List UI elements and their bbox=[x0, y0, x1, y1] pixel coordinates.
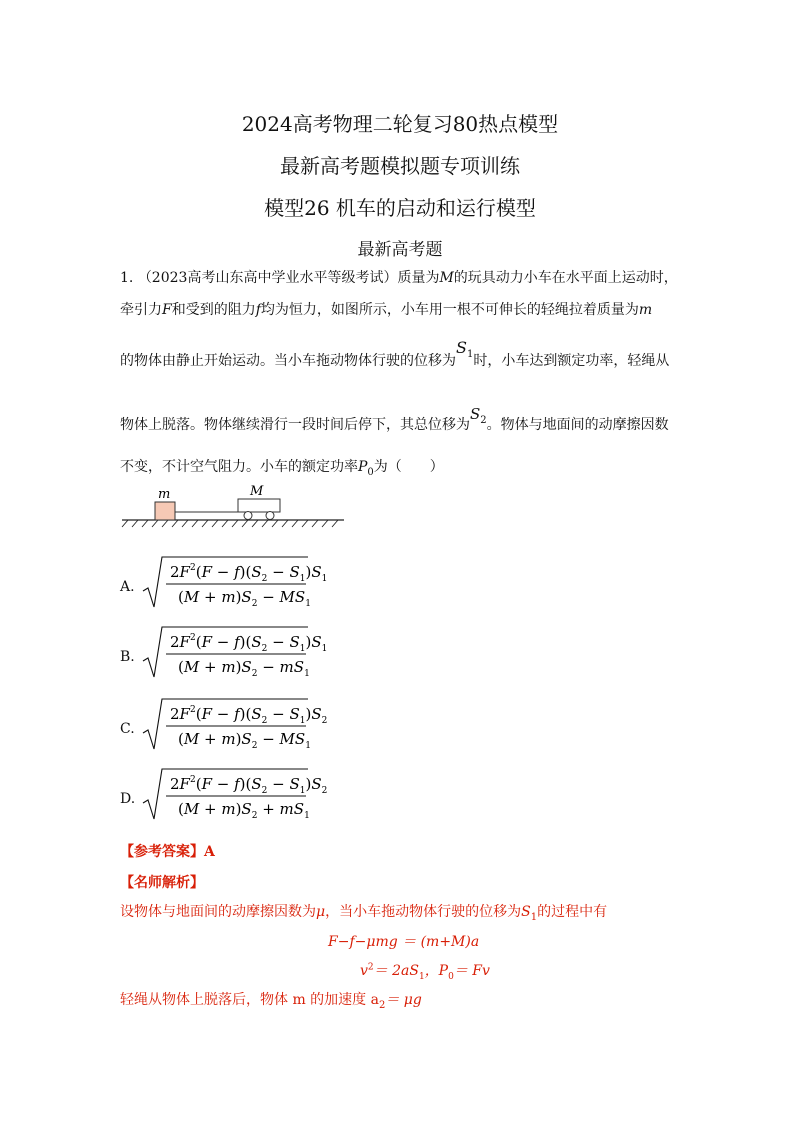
doc-title: 2024高考物理二轮复习80热点模型 bbox=[241, 112, 559, 136]
den-sub: 1 bbox=[305, 741, 311, 751]
text-run: ＝ 2aS bbox=[373, 963, 419, 979]
text-run: 均为恒力，如图所示，小车用一根不可伸长的轻绳拉着质量为 bbox=[260, 302, 639, 318]
num-tail: S bbox=[311, 705, 322, 723]
symbol-m: m bbox=[638, 302, 653, 318]
analysis-line-2 bbox=[120, 990, 690, 1016]
cart-diagram bbox=[118, 480, 348, 530]
num-tail: S bbox=[311, 563, 322, 581]
den-sub: 1 bbox=[304, 811, 310, 821]
section-heading: 最新高考题 bbox=[357, 240, 443, 260]
text-run: 设物体与地面间的动摩擦因数为 bbox=[120, 904, 316, 920]
text-run: v bbox=[360, 963, 368, 979]
symbol-f: f bbox=[255, 302, 261, 318]
block-m bbox=[155, 502, 175, 520]
text-run: 为（ ） bbox=[373, 459, 444, 475]
numerator: $2F^2(F - f)(S_2 - S_1)S_2$ bbox=[170, 775, 328, 796]
num-tail-sub: 1 bbox=[321, 574, 328, 584]
cart-wheel bbox=[244, 512, 252, 520]
symbol-sub: 1 bbox=[466, 348, 474, 360]
num-tail-sub: 2 bbox=[321, 786, 328, 796]
denominator: $(M + m)S_2 - MS_1$ bbox=[178, 588, 311, 609]
doc-subtitle: 最新高考题模拟题专项训练 bbox=[280, 154, 520, 178]
numerator: $2F^2(F - f)(S_2 - S_1)S_1$ bbox=[170, 563, 328, 584]
den-op: − bbox=[257, 588, 280, 606]
option-formula bbox=[140, 697, 328, 753]
symbol-sub: 1 bbox=[418, 971, 425, 982]
denominator: $(M + m)S_2 + mS_1$ bbox=[178, 800, 310, 821]
den-coef: M bbox=[279, 730, 295, 748]
question-line-5 bbox=[120, 457, 690, 483]
den-coef: m bbox=[279, 658, 294, 676]
analysis-heading: 【名师解析】 bbox=[120, 875, 204, 891]
num-tail: S bbox=[311, 633, 322, 651]
symbol-S1: S bbox=[521, 904, 531, 920]
text-run: 。物体与地面间的动摩擦因数 bbox=[486, 417, 669, 433]
den-sub: 1 bbox=[304, 669, 310, 679]
ref-label: 【参考答案】 bbox=[120, 844, 204, 860]
den-sub: 1 bbox=[305, 599, 311, 609]
text-run: 的过程中有 bbox=[537, 904, 608, 920]
den-coef: M bbox=[279, 588, 295, 606]
num-tail-sub: 1 bbox=[321, 644, 328, 654]
text-run: 时，小车达到额定功率，轻绳从 bbox=[473, 353, 670, 369]
model-title: 模型26 机车的启动和运行模型 bbox=[264, 196, 536, 220]
den-op: − bbox=[257, 730, 280, 748]
symbol-sub: 1 bbox=[530, 911, 538, 923]
option-label: D. bbox=[120, 791, 136, 807]
text-run: ＝ μg bbox=[385, 992, 422, 1008]
reference-answer bbox=[120, 842, 690, 862]
option-label: A. bbox=[120, 579, 135, 595]
text-run: ，当小车拖动物体行驶的位移为 bbox=[325, 904, 522, 920]
option-label: C. bbox=[120, 721, 135, 737]
symbol-M: M bbox=[439, 270, 454, 286]
symbol-F: F bbox=[162, 302, 172, 318]
analysis-line-1 bbox=[120, 902, 690, 928]
symbol-sub: 2 bbox=[378, 999, 386, 1011]
symbol-S1: S bbox=[456, 338, 467, 357]
text-run: ，P bbox=[424, 963, 449, 979]
option-formula bbox=[140, 625, 328, 681]
num-tail: S bbox=[311, 775, 322, 793]
equation-2 bbox=[360, 960, 490, 982]
numerator: $2F^2(F - f)(S_2 - S_1)S_1$ bbox=[170, 633, 328, 654]
option-formula bbox=[140, 555, 328, 611]
text-run: 和受到的阻力 bbox=[171, 302, 256, 318]
num-tail-sub: 2 bbox=[321, 716, 328, 726]
text-run: ＝ Fv bbox=[453, 963, 490, 979]
label-m: m bbox=[158, 487, 171, 502]
denominator: $(M + m)S_2 - mS_1$ bbox=[178, 658, 310, 679]
text-run: 的玩具动力小车在水平面上运动时， bbox=[453, 270, 678, 286]
denominator: $(M + m)S_2 - MS_1$ bbox=[178, 730, 311, 751]
symbol-S2: S bbox=[470, 405, 481, 423]
cart-body bbox=[238, 499, 280, 512]
question-line-2 bbox=[120, 300, 690, 320]
text-run: 物体上脱落。物体继续滑行一段时间后停下，其总位移为 bbox=[120, 417, 470, 433]
den-coef: m bbox=[279, 800, 294, 818]
text-run: 轻绳从物体上脱落后，物体 m 的加速度 a bbox=[120, 992, 379, 1008]
question-line-4 bbox=[120, 405, 690, 441]
equation-1: F−f−μmg ＝ (m+M)a bbox=[328, 934, 480, 950]
symbol-sup: 2 bbox=[367, 962, 374, 973]
numerator: $2F^2(F - f)(S_2 - S_1)S_2$ bbox=[170, 705, 328, 726]
option-formula bbox=[140, 767, 328, 823]
ref-value: A bbox=[204, 844, 215, 860]
symbol-mu: μ bbox=[316, 904, 326, 920]
symbol-sub: 0 bbox=[367, 466, 374, 478]
den-op: + bbox=[257, 800, 280, 818]
text-run: （2023高考山东高中学业水平等级考试）质量为 bbox=[137, 270, 440, 286]
option-label: B. bbox=[120, 649, 135, 665]
text-run: 的物体由静止开始运动。当小车拖动物体行驶的位移为 bbox=[120, 353, 456, 369]
symbol-sub: 0 bbox=[448, 971, 454, 982]
symbol-P0: P bbox=[358, 459, 368, 475]
symbol-sub: 2 bbox=[480, 414, 487, 426]
label-M: M bbox=[250, 484, 264, 499]
text-run: 不变，不计空气阻力。小车的额定功率 bbox=[120, 459, 358, 475]
question-line-3 bbox=[120, 338, 690, 377]
cart-wheel bbox=[266, 512, 274, 520]
question-number: 1. bbox=[120, 270, 134, 286]
den-op: − bbox=[257, 658, 280, 676]
question-line-1 bbox=[120, 268, 690, 288]
ground-hatching bbox=[122, 520, 338, 527]
text-run: 牵引力 bbox=[120, 302, 162, 318]
